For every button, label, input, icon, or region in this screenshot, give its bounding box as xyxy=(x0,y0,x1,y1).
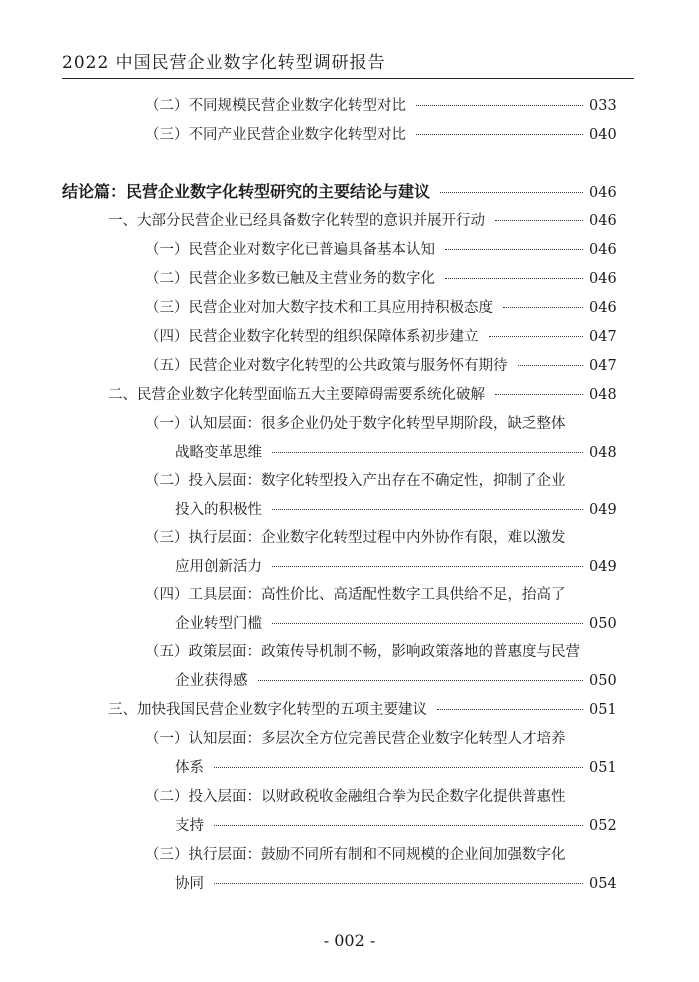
toc-entry[interactable]: （五）民营企业对数字化转型的公共政策与服务怀有期待 047 xyxy=(145,358,617,374)
leader-dots xyxy=(272,452,583,453)
toc-entry-line2[interactable]: 协同 054 xyxy=(175,876,617,892)
leader-dots xyxy=(416,105,583,106)
page-number: - 002 - xyxy=(323,931,376,950)
toc-part-heading[interactable]: 三、加快我国民营企业数字化转型的五项主要建议 051 xyxy=(108,702,617,718)
toc-entry-line2[interactable]: 支持 052 xyxy=(175,818,617,834)
toc-entry-line1[interactable]: （四）工具层面：高性价比、高适配性数字工具供给不足，抬高了 xyxy=(145,587,566,603)
leader-dots xyxy=(214,883,583,884)
leader-dots xyxy=(258,680,584,681)
toc-entry-line2[interactable]: 应用创新活力 049 xyxy=(175,559,617,575)
leader-dots xyxy=(272,509,583,510)
toc-entry[interactable]: （三）不同产业民营企业数字化转型对比 040 xyxy=(145,127,617,143)
leader-dots xyxy=(445,278,583,279)
leader-dots xyxy=(503,307,583,308)
toc-entry-line1[interactable]: （一）认知层面：多层次全方位完善民营企业数字化转型人才培养 xyxy=(145,731,566,747)
toc-entry[interactable]: （四）民营企业数字化转型的组织保障体系初步建立 047 xyxy=(145,329,617,345)
leader-dots xyxy=(440,192,583,193)
leader-dots xyxy=(272,623,583,624)
leader-dots xyxy=(416,134,583,135)
toc-entry[interactable]: （三）民营企业对加大数字技术和工具应用持积极态度 046 xyxy=(145,300,617,316)
leader-dots xyxy=(437,709,583,710)
toc-entry-line2[interactable]: 体系 051 xyxy=(175,760,617,776)
toc-entry-line1[interactable]: （二）投入层面：数字化转型投入产出存在不确定性，抑制了企业 xyxy=(145,473,566,489)
leader-dots xyxy=(445,249,583,250)
toc-entry-line1[interactable]: （三）执行层面：鼓励不同所有制和不同规模的企业间加强数字化 xyxy=(145,847,566,863)
toc-entry-line2[interactable]: 战略变革思维 048 xyxy=(175,445,617,461)
leader-dots xyxy=(272,566,583,567)
running-header: 2022 中国民营企业数字化转型调研报告 xyxy=(62,53,386,73)
toc-entry[interactable]: （二）民营企业多数已触及主营业务的数字化 046 xyxy=(145,271,617,287)
leader-dots xyxy=(214,825,583,826)
toc-entry-line2[interactable]: 企业转型门槛 050 xyxy=(175,616,617,632)
toc-entry-line1[interactable]: （一）认知层面：很多企业仍处于数字化转型早期阶段，缺乏整体 xyxy=(145,416,566,432)
leader-dots xyxy=(489,336,584,337)
header-rule xyxy=(62,78,634,79)
leader-dots xyxy=(495,394,583,395)
toc-entry-line1[interactable]: （五）政策层面：政策传导机制不畅，影响政策落地的普惠度与民营 xyxy=(145,644,580,660)
leader-dots xyxy=(495,220,583,221)
leader-dots xyxy=(518,365,584,366)
toc-entry-line2[interactable]: 企业获得感 050 xyxy=(175,673,617,689)
toc-part-heading[interactable]: 二、民营企业数字化转型面临五大主要障碍需要系统化破解 048 xyxy=(108,387,617,403)
toc-part-heading[interactable]: 一、大部分民营企业已经具备数字化转型的意识并展开行动 046 xyxy=(108,213,617,229)
toc-entry-line2[interactable]: 投入的积极性 049 xyxy=(175,502,617,518)
toc-entry-line1[interactable]: （二）投入层面：以财政税收金融组合拳为民企数字化提供普惠性 xyxy=(145,789,566,805)
toc-entry-line1[interactable]: （三）执行层面：企业数字化转型过程中内外协作有限，难以激发 xyxy=(145,530,566,546)
toc-entry[interactable]: （一）民营企业对数字化已普遍具备基本认知 046 xyxy=(145,242,617,258)
leader-dots xyxy=(214,767,583,768)
toc-entry[interactable]: （二）不同规模民营企业数字化转型对比 033 xyxy=(145,98,617,114)
toc-section-heading[interactable]: 结论篇：民营企业数字化转型研究的主要结论与建议 046 xyxy=(62,182,617,201)
